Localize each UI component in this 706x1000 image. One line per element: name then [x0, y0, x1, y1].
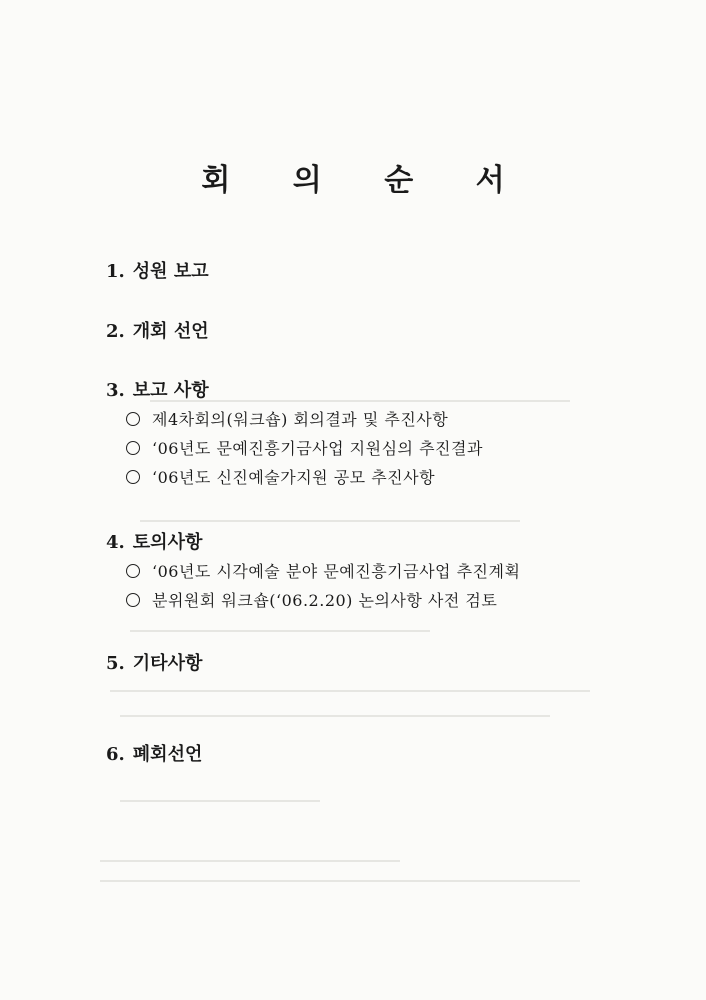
list-item-text: 제4차회의(워크숍) 회의결과 및 추진사항	[152, 410, 449, 429]
section-number: 3.	[106, 380, 125, 401]
bleed-through-line	[100, 860, 400, 862]
agenda-section-1	[106, 258, 209, 286]
bleed-through-line	[120, 800, 320, 802]
section-heading	[106, 741, 202, 769]
list-item	[106, 557, 520, 586]
section-number: 6.	[106, 744, 125, 765]
bleed-through-line	[140, 520, 520, 522]
list-item	[106, 463, 483, 492]
agenda-section-6	[106, 741, 202, 769]
section-title: 성원 보고	[132, 261, 209, 282]
section-title: 개회 선언	[132, 321, 209, 342]
section-number: 1.	[106, 261, 125, 282]
circle-bullet-icon	[126, 412, 140, 426]
section-title: 토의사항	[132, 532, 203, 553]
section-heading	[106, 377, 483, 405]
agenda-section-3	[106, 377, 483, 492]
agenda-section-5	[106, 650, 202, 678]
section-number: 5.	[106, 653, 125, 674]
agenda-section-4	[106, 529, 520, 615]
list-item-text: 분위원회 워크숍(‘06.2.20) 논의사항 사전 검토	[152, 591, 498, 610]
section-title: 보고 사항	[132, 380, 209, 401]
list-item	[106, 405, 483, 434]
section-number: 2.	[106, 321, 125, 342]
section-title: 폐회선언	[132, 744, 203, 765]
list-item	[106, 434, 483, 463]
section-title: 기타사항	[132, 653, 203, 674]
section-heading	[106, 650, 202, 678]
list-item-text: ‘06년도 신진예술가지원 공모 추진사항	[152, 468, 436, 487]
section-heading	[106, 318, 209, 346]
circle-bullet-icon	[126, 593, 140, 607]
section-heading	[106, 529, 520, 557]
bleed-through-line	[120, 715, 550, 717]
list-item-text: ‘06년도 문예진흥기금사업 지원심의 추진결과	[152, 439, 483, 458]
bleed-through-line	[110, 690, 590, 692]
list-item	[106, 586, 520, 615]
circle-bullet-icon	[126, 441, 140, 455]
section-number: 4.	[106, 532, 125, 553]
document-title: 회 의 순 서	[201, 163, 531, 198]
bleed-through-line	[130, 630, 430, 632]
circle-bullet-icon	[126, 470, 140, 484]
section-heading	[106, 258, 209, 286]
bleed-through-line	[100, 880, 580, 882]
agenda-section-2	[106, 318, 209, 346]
list-item-text: ‘06년도 시각예술 분야 문예진흥기금사업 추진계획	[152, 562, 521, 581]
circle-bullet-icon	[126, 564, 140, 578]
